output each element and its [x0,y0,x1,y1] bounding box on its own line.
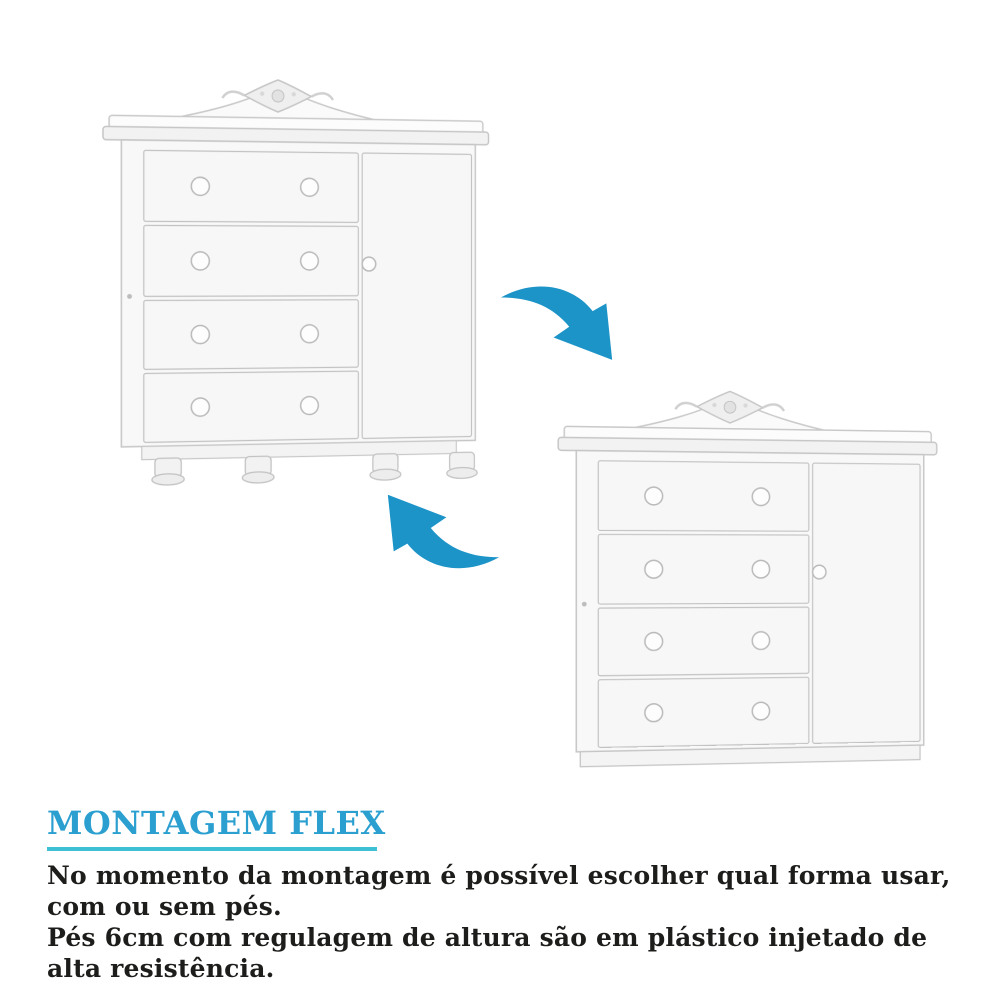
dresser-with-feet-svg [56,47,491,491]
section-heading: MONTAGEM FLEX [47,804,386,842]
cabinet-body [558,388,937,752]
swap-arrow-up-left-svg [381,486,503,579]
body-line: No momento da montagem é possível escolher qual forma usar, [47,860,951,890]
dresser-without-feet-svg [512,359,939,771]
section-body [47,860,962,984]
heading-underline [47,847,377,851]
dresser-with-feet-image [58,52,498,486]
body-line: Pés 6cm com regulagem de altura são em plástico injetado de [47,922,928,952]
swap-arrow-down-right-svg [497,276,619,369]
body-line: alta resistência. [47,953,275,983]
montagem-flex-section [47,806,962,984]
cabinet-body [103,77,489,448]
body-line: com ou sem pés. [47,891,282,921]
swap-arrow-up-left-icon [381,486,503,579]
arrow-shape [388,495,499,568]
arrow-shape [501,287,612,360]
cabinet-feet [142,440,477,485]
dresser-without-feet-image [514,364,946,767]
swap-arrow-down-right-icon [497,276,619,369]
